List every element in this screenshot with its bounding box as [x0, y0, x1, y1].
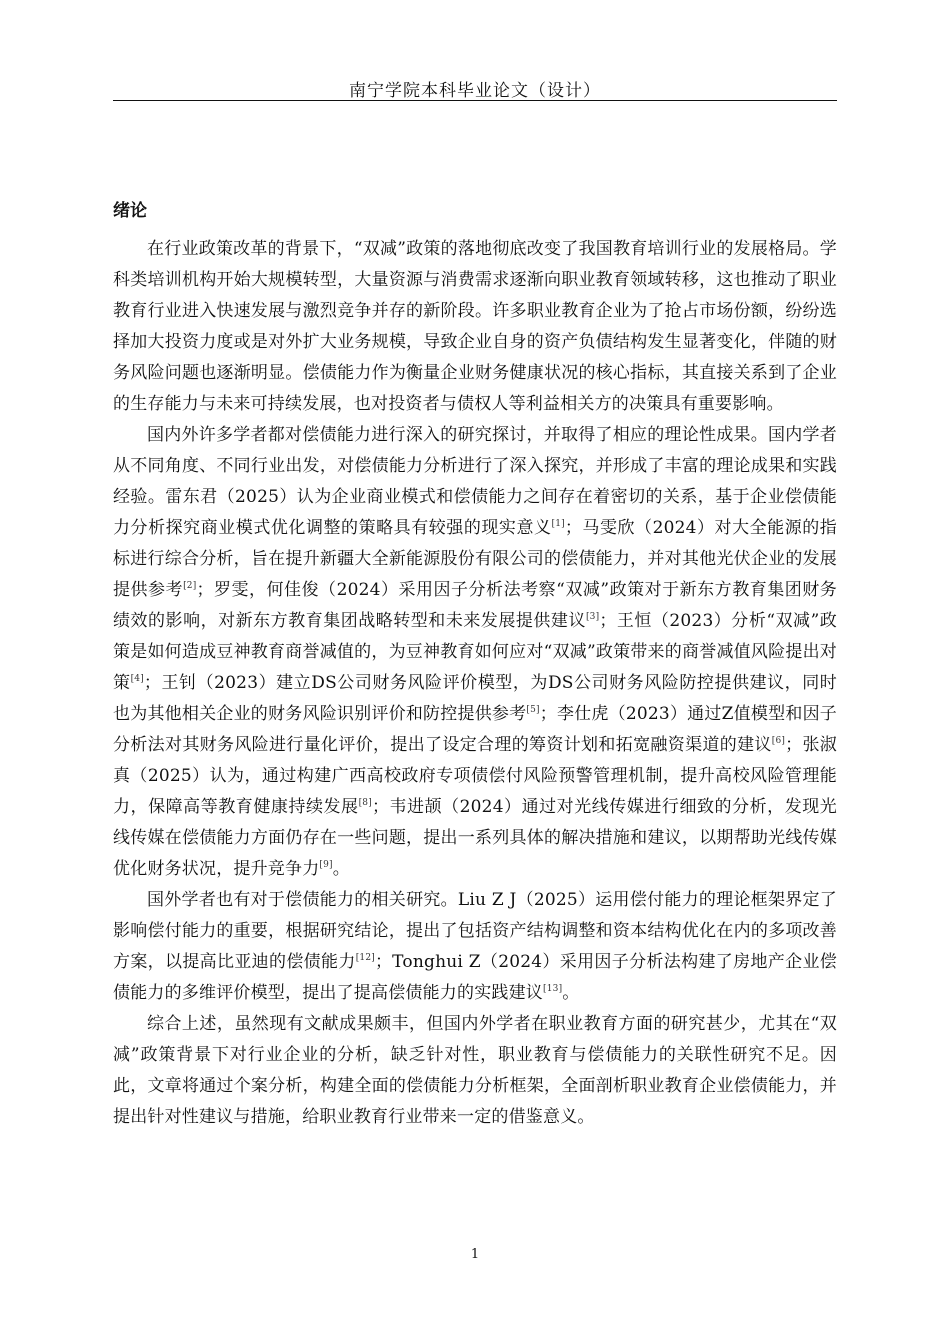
- body-text: [113, 234, 837, 1133]
- citation-mark: [12]: [355, 953, 375, 963]
- citation-mark: [2]: [183, 581, 197, 591]
- citation-mark: [5]: [526, 705, 540, 715]
- paragraph-text: ；罗雯，何佳俊（2024）采用因子分析法考察“双减”政策对于新东方教育集团财务绩效的影响，对新东方教育集团战略转型和未来发展提供建议: [113, 580, 837, 631]
- paragraph-text: ；韦进颉（2024）通过对光线传媒进行细致的分析，发现光线传媒在偿债能力方面仍存在一些问题，提出一系列具体的解决措施和建议，以期帮助光线传媒优化财务状况，提升竞争力: [113, 797, 837, 879]
- paragraph-text: 。: [562, 983, 580, 1003]
- paragraph-text: ；马雯欣（2024）对大全能源的指标进行综合分析，旨在提升新疆大全新能源股份有限公司的偿债能力，并对其他光伏企业的发展提供参考: [113, 518, 837, 600]
- paragraph-text: ；张淑真（2025）认为，通过构建广西高校政府专项债偿付风险预警管理机制，提升高校风险管理能力，保障高等教育健康持续发展: [113, 735, 837, 817]
- paragraph-text: ；李仕虎（2023）通过Z值模型和因子分析法对其财务风险进行量化评价，提出了设定合理的筹资计划和拓宽融资渠道的建议: [113, 704, 837, 755]
- citation-mark: [8]: [358, 798, 372, 808]
- citation-mark: [9]: [319, 860, 333, 870]
- paragraph-1: 在行业政策改革的背景下，“双减”政策的落地彻底改变了我国教育培训行业的发展格局。学科类培训机构开始大规模转型，大量资源与消费需求逐渐向职业教育领域转移，这也推动了职业教育行业进入快速发展与激烈竞争并存的新阶段。许多职业教育企业为了抢占市场份额，纷纷选择加大投资力度或是对外扩大业务规模，导致企业自身的资产负债结构发生显著变化，伴随的财务风险问题也逐渐明显。偿债能力作为衡量企业财务健康状况的核心指标，其直接关系到了企业的生存能力与未来可持续发展，也对投资者与债权人等利益相关方的决策具有重要影响。: [113, 239, 837, 414]
- paragraph-3: [113, 885, 837, 1009]
- header-rule: [113, 100, 837, 101]
- paragraph-2: [113, 420, 837, 885]
- paragraph-text: 国内外许多学者都对偿债能力进行深入的研究探讨，并取得了相应的理论性成果。国内学者从不同角度、不同行业出发，对偿债能力分析进行了深入探究，并形成了丰富的理论成果和实践经验。雷东君（2025）认为企业商业模式和偿债能力之间存在着密切的关系，基于企业偿债能力分析探究商业模式优化调整的策略具有较强的现实意义: [113, 425, 837, 538]
- paragraph-text: ；Tonghui Z（2024）采用因子分析法构建了房地产企业偿债能力的多维评价模型，提出了提高偿债能力的实践建议: [113, 952, 837, 1003]
- page-number: 1: [470, 1247, 480, 1262]
- citation-mark: [3]: [585, 612, 600, 622]
- citation-mark: [13]: [543, 984, 563, 994]
- paragraph-text: 。: [332, 859, 350, 879]
- citation-mark: [6]: [771, 736, 786, 746]
- citation-mark: [1]: [551, 519, 565, 529]
- paragraph-4: 综合上述，虽然现有文献成果颇丰，但国内外学者在职业教育方面的研究甚少，尤其在“双减”政策背景下对行业企业的分析，缺乏针对性，职业教育与偿债能力的关联性研究不足。因此，文章将通过个案分析，构建全面的偿债能力分析框架，全面剖析职业教育企业偿债能力，并提出针对性建议与措施，给职业教育行业带来一定的借鉴意义。: [113, 1014, 837, 1127]
- citation-mark: [4]: [130, 674, 144, 684]
- paragraph-text: ；王恒（2023）分析“双减”政策是如何造成豆神教育商誉减值的，为豆神教育如何应对“双减”政策带来的商誉减值风险提出对策: [113, 611, 837, 693]
- running-header-title: 南宁学院本科毕业论文（设计）: [349, 81, 601, 101]
- paragraph-text: 国外学者也有对于偿债能力的相关研究。Liu Z J（2025）运用偿付能力的理论框架界定了影响偿付能力的重要，根据研究结论，提出了包括资产结构调整和资本结构优化在内的多项改善方案，以提高比亚迪的偿债能力: [113, 890, 837, 972]
- paragraph-text: ；王钊（2023）建立DS公司财务风险评价模型，为DS公司财务风险防控提供建议，同时也为其他相关企业的财务风险识别评价和防控提供参考: [113, 673, 837, 724]
- section-title: 绪论: [113, 201, 147, 221]
